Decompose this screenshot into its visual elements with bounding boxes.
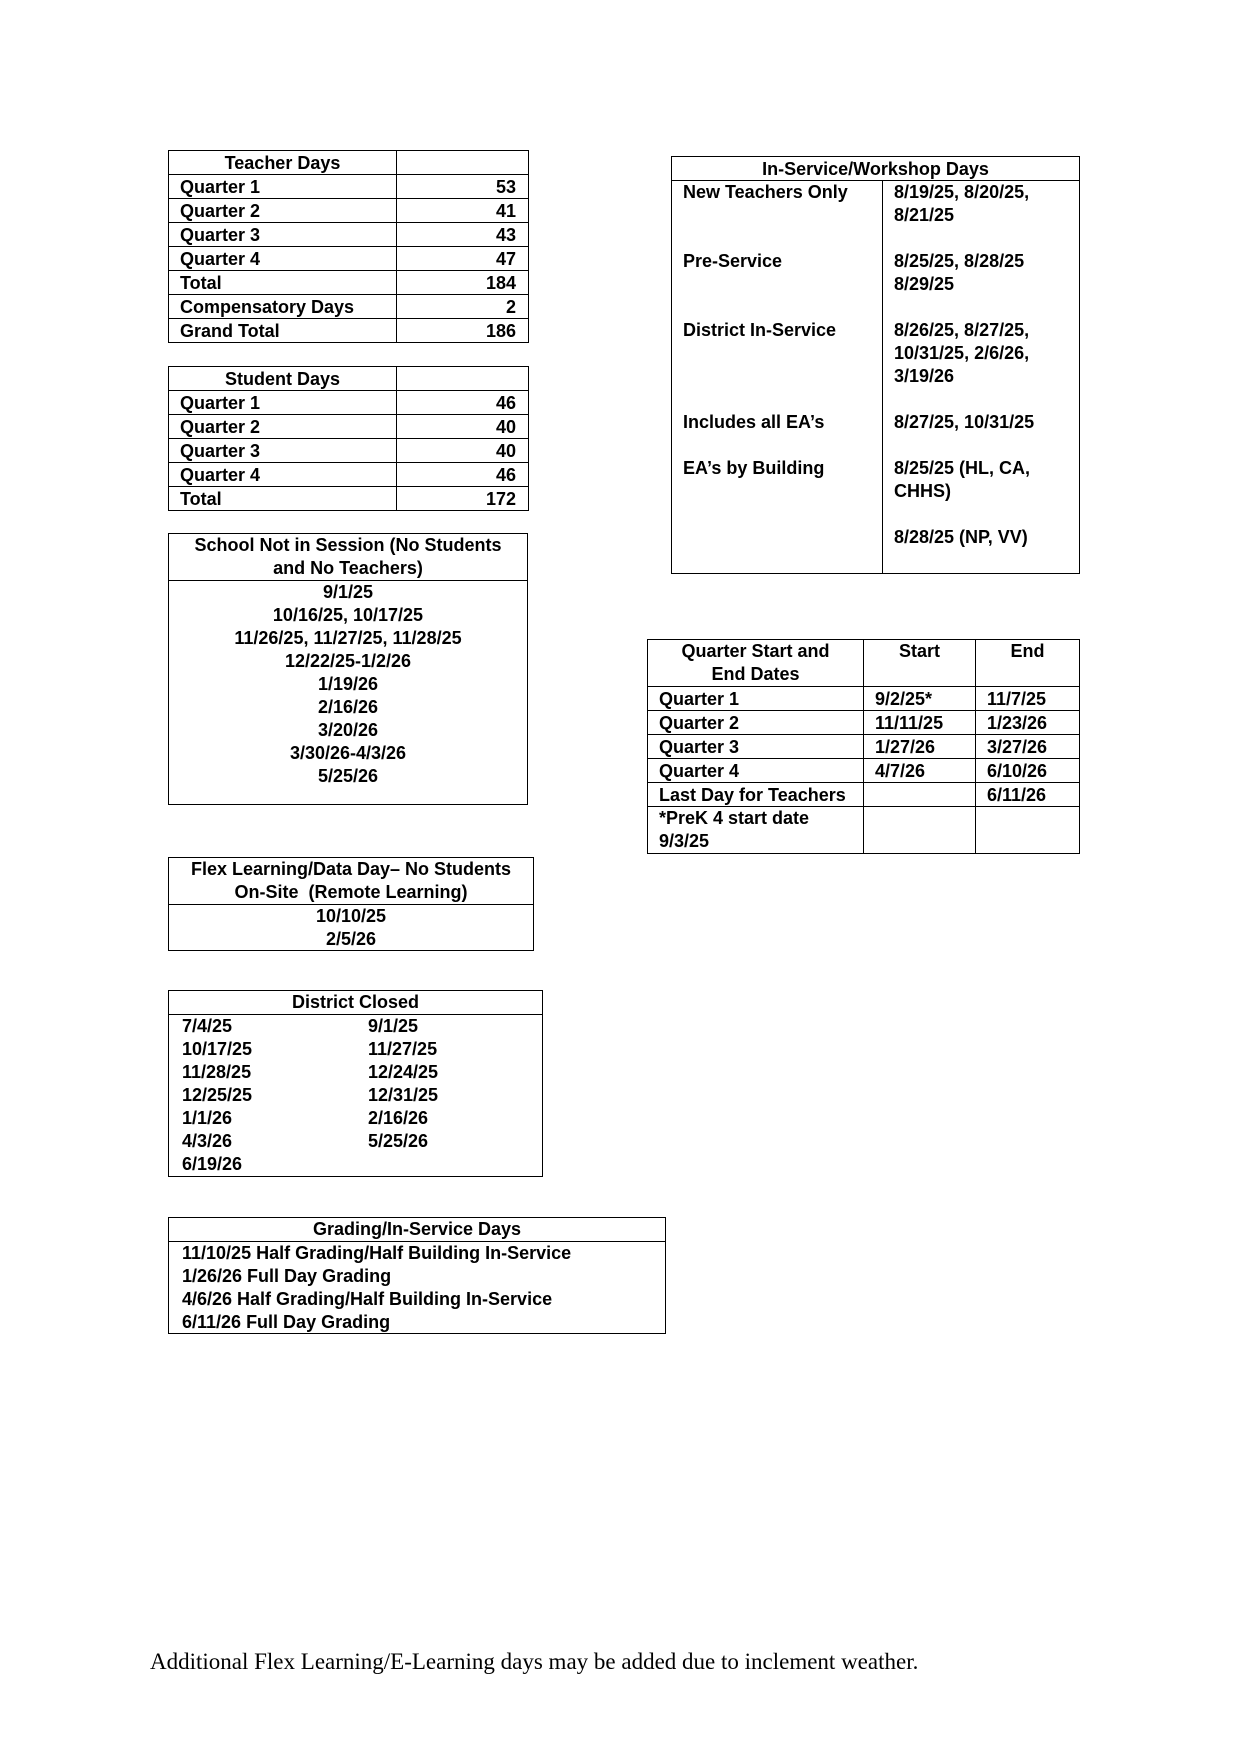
quarter-dates-header-end: End <box>976 640 1080 687</box>
teacher-days-header-row <box>169 151 529 175</box>
footer-note: Additional Flex Learning/E-Learning days may be added due to inclement weather. <box>150 1649 919 1674</box>
row-label: Quarter 1 <box>169 391 397 415</box>
row-value: 8/27/25, 10/31/25 <box>883 411 1080 457</box>
row-value: 40 <box>397 439 529 463</box>
list-item: 12/24/25 <box>368 1062 439 1082</box>
table-row <box>672 250 1080 319</box>
inservice-table <box>671 156 1080 574</box>
row-end: 11/7/25 <box>976 687 1080 711</box>
list-item: 2/5/26 <box>325 929 377 949</box>
list-item: 2/16/26 <box>368 1108 429 1128</box>
row-value: 8/25/25 (HL, CA, CHHS) <box>883 457 1080 526</box>
row-label: Pre-Service <box>683 251 783 271</box>
list-item: 12/31/25 <box>368 1085 439 1105</box>
row-end-blank <box>976 807 1080 854</box>
list-item: 9/1/25 <box>368 1016 419 1036</box>
table-row <box>169 199 529 223</box>
row-label: Quarter 4 <box>169 463 397 487</box>
row-label: Quarter 3 <box>169 223 397 247</box>
row-end: 3/27/26 <box>976 735 1080 759</box>
row-value: 43 <box>397 223 529 247</box>
row-start: 1/27/26 <box>864 735 976 759</box>
inservice-header: In-Service/Workshop Days <box>672 157 1080 181</box>
list-item: 10/16/25, 10/17/25 <box>272 605 424 625</box>
list-item: 11/26/25, 11/27/25, 11/28/25 <box>234 628 462 648</box>
list-item: 1/1/26 <box>182 1108 233 1128</box>
list-item: 10/10/25 <box>315 906 387 926</box>
row-label: District In-Service <box>683 320 837 340</box>
district-closed-left-column <box>169 1015 368 1176</box>
row-value: 8/25/25, 8/28/25 8/29/25 <box>883 250 1080 319</box>
row-label: Quarter 4 <box>169 247 397 271</box>
quarter-dates-table <box>647 639 1080 854</box>
quarter-dates-header-start: Start <box>864 640 976 687</box>
list-item: 7/4/25 <box>182 1016 233 1036</box>
list-item: 9/1/25 <box>322 582 374 602</box>
quarter-dates-title: Quarter Start and End Dates <box>681 641 830 684</box>
table-row <box>169 247 529 271</box>
row-value: 40 <box>397 415 529 439</box>
row-label: New Teachers Only <box>683 182 848 202</box>
row-label: Compensatory Days <box>169 295 397 319</box>
table-row <box>169 415 529 439</box>
table-row <box>169 487 529 511</box>
table-row <box>169 271 529 295</box>
list-item: 4/3/26 <box>182 1131 233 1151</box>
table-row <box>648 711 1080 735</box>
student-days-header-blank <box>397 367 529 391</box>
student-days-header-row <box>169 367 529 391</box>
row-start-blank <box>864 807 976 854</box>
table-row <box>169 391 529 415</box>
student-days-header: Student Days <box>169 367 397 391</box>
table-row <box>648 807 1080 854</box>
district-closed-box <box>168 990 543 1177</box>
list-item: 11/10/25 Half Grading/Half Building In-Service <box>182 1243 572 1263</box>
row-value: 186 <box>397 319 529 343</box>
row-value: 47 <box>397 247 529 271</box>
row-end: 1/23/26 <box>976 711 1080 735</box>
row-label: Quarter 2 <box>648 711 864 735</box>
row-value: 53 <box>397 175 529 199</box>
flex-learning-header <box>169 858 533 905</box>
school-not-in-session-box <box>168 533 528 805</box>
quarter-dates-header-title <box>648 640 864 687</box>
row-label: *PreK 4 start date 9/3/25 <box>648 807 864 854</box>
list-item: 5/25/26 <box>368 1131 429 1151</box>
row-label: Quarter 4 <box>648 759 864 783</box>
table-row <box>672 181 1080 251</box>
table-row <box>648 783 1080 807</box>
row-start: 4/7/26 <box>864 759 976 783</box>
row-value: 46 <box>397 463 529 487</box>
table-row <box>169 439 529 463</box>
district-closed-right-column <box>368 1015 438 1176</box>
school-not-in-session-dates <box>169 581 527 788</box>
table-row <box>169 175 529 199</box>
list-item: 4/6/26 Half Grading/Half Building In-Service <box>182 1289 553 1309</box>
table-row <box>648 759 1080 783</box>
district-closed-header: District Closed <box>169 991 542 1015</box>
school-not-in-session-header <box>169 534 527 581</box>
row-value: 2 <box>397 295 529 319</box>
row-value: 172 <box>397 487 529 511</box>
table-row <box>648 735 1080 759</box>
row-label: EA’s by Building <box>683 458 825 478</box>
row-label-blank <box>672 526 883 574</box>
row-value: 8/19/25, 8/20/25, 8/21/25 <box>883 181 1080 251</box>
list-item: 12/22/25-1/2/26 <box>284 651 412 671</box>
list-item: 12/25/25 <box>182 1085 253 1105</box>
row-label: Last Day for Teachers <box>648 783 864 807</box>
teacher-days-header: Teacher Days <box>169 151 397 175</box>
row-start: 11/11/25 <box>864 711 976 735</box>
teacher-days-header-blank <box>397 151 529 175</box>
list-item: 3/30/26-4/3/26 <box>289 743 407 763</box>
inservice-header-row <box>672 157 1080 181</box>
list-item: 10/17/25 <box>182 1039 253 1059</box>
teacher-days-table <box>168 150 529 343</box>
row-label: Quarter 2 <box>169 415 397 439</box>
table-row <box>169 463 529 487</box>
grading-header: Grading/In-Service Days <box>169 1218 665 1242</box>
flex-learning-box <box>168 857 534 951</box>
list-item: 6/19/26 <box>182 1154 243 1174</box>
table-row <box>672 411 1080 457</box>
list-item: 11/27/25 <box>368 1039 438 1059</box>
row-label: Quarter 3 <box>648 735 864 759</box>
list-item: 2/16/26 <box>317 697 379 717</box>
grading-box <box>168 1217 666 1334</box>
flex-learning-title: Flex Learning/Data Day– No Students On-Site (Remote Learning) <box>190 859 517 902</box>
quarter-dates-header-row <box>648 640 1080 687</box>
row-label: Total <box>169 271 397 295</box>
list-item: 1/26/26 Full Day Grading <box>182 1266 392 1286</box>
table-row <box>672 526 1080 574</box>
district-closed-columns <box>169 1015 542 1176</box>
list-item: 1/19/26 <box>317 674 379 694</box>
row-label: Quarter 2 <box>169 199 397 223</box>
row-label: Total <box>169 487 397 511</box>
row-value: 184 <box>397 271 529 295</box>
row-label: Quarter 1 <box>648 687 864 711</box>
table-row <box>672 319 1080 411</box>
table-row <box>169 295 529 319</box>
row-start-blank <box>864 783 976 807</box>
row-value: 8/28/25 (NP, VV) <box>883 526 1080 574</box>
row-label: Quarter 3 <box>169 439 397 463</box>
row-value: 8/26/25, 8/27/25, 10/31/25, 2/6/26, 3/19/26 <box>883 319 1080 411</box>
row-label: Grand Total <box>169 319 397 343</box>
table-row <box>169 319 529 343</box>
list-item: 6/11/26 Full Day Grading <box>182 1312 391 1332</box>
row-value: 41 <box>397 199 529 223</box>
list-item: 11/28/25 <box>182 1062 252 1082</box>
row-label: Quarter 1 <box>169 175 397 199</box>
student-days-table <box>168 366 529 511</box>
row-value: 46 <box>397 391 529 415</box>
row-end: 6/11/26 <box>976 783 1080 807</box>
grading-list <box>169 1242 665 1334</box>
list-item: 5/25/26 <box>317 766 379 786</box>
table-row <box>169 223 529 247</box>
row-label: Includes all EA’s <box>683 412 825 432</box>
row-end: 6/10/26 <box>976 759 1080 783</box>
school-not-in-session-title: School Not in Session (No Students and No Teachers) <box>194 535 502 578</box>
table-row <box>648 687 1080 711</box>
row-start: 9/2/25* <box>864 687 976 711</box>
list-item: 3/20/26 <box>317 720 379 740</box>
table-row <box>672 457 1080 526</box>
